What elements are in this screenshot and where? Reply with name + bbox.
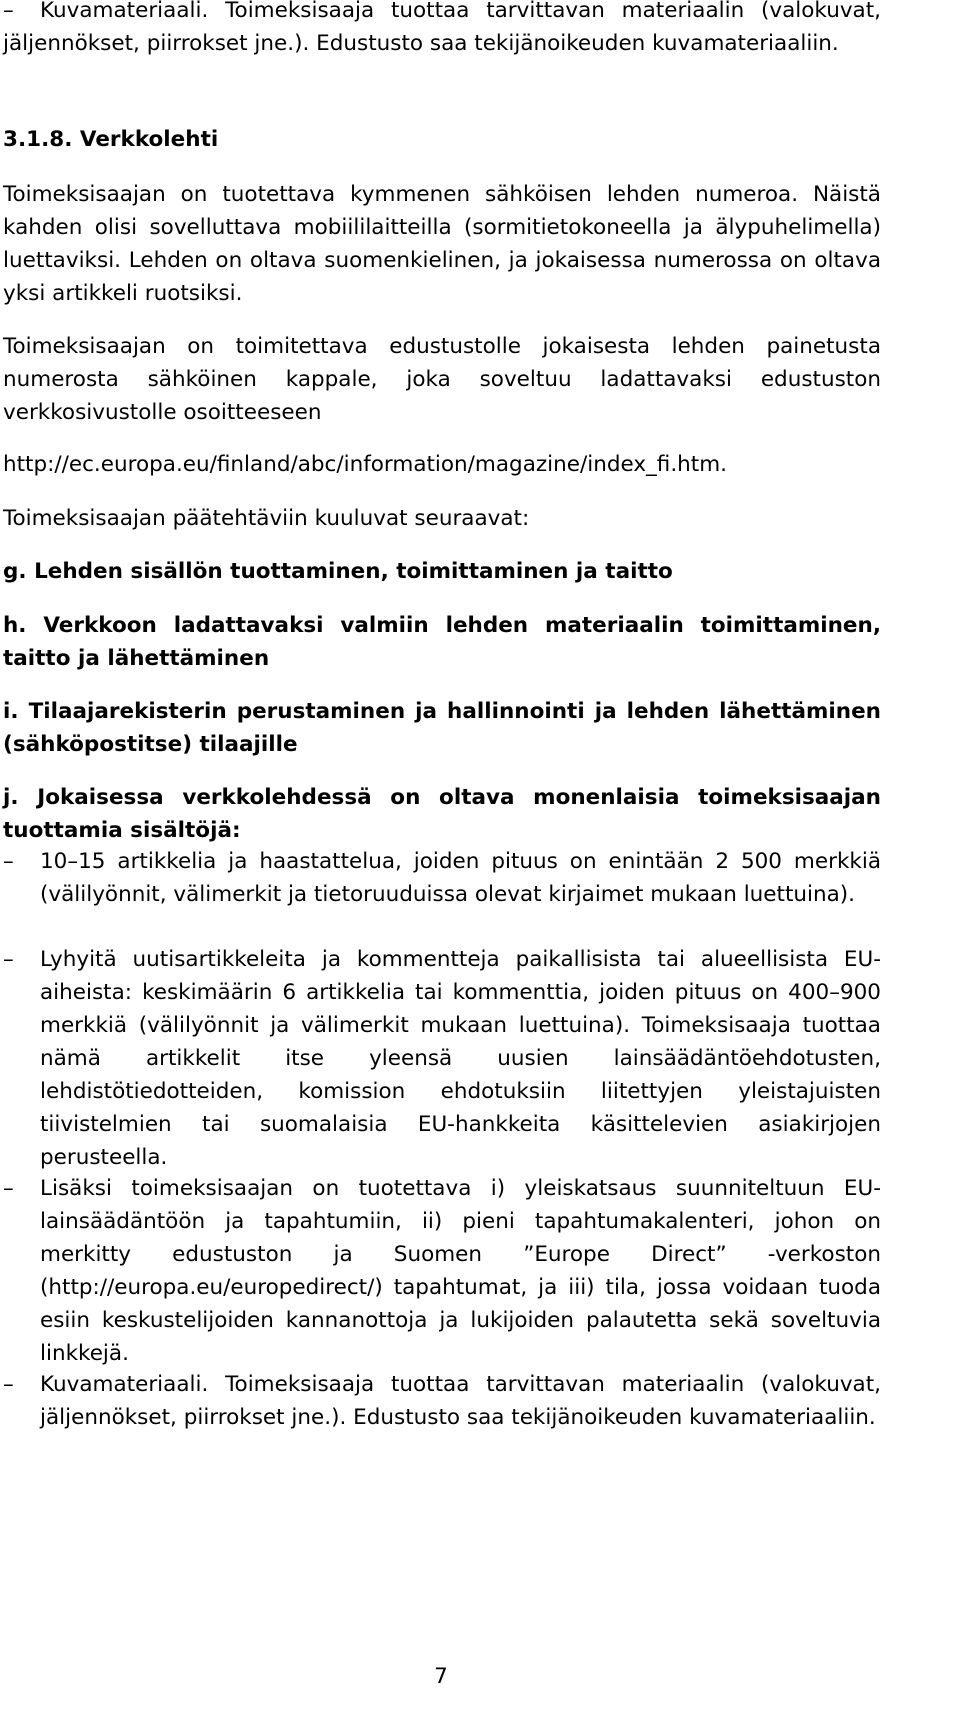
paragraph: Toimeksisaajan on tuotettava kymmenen sähköisen lehden numeroa. Näistä kahden olisi sovelluttava mobiililaitteilla (sormitietokoneella ja älypuhelimella) luettaviksi. Lehden on oltava suomenkielinen, ja jokaisessa numerossa on oltava yksi artikkeli ruotsiksi. xyxy=(3,182,881,306)
list-dash: – xyxy=(3,1176,14,1201)
duty-item-h xyxy=(3,609,881,675)
list-dash: – xyxy=(3,1372,14,1397)
list-item-text: Kuvamateriaali. Toimeksisaaja tuottaa tarvittavan materiaalin (valokuvat, jäljennökset, piirrokset jne.). Edustusto saa tekijänoikeuden kuvamateriaaliin. xyxy=(3,0,881,56)
content-item-text: Kuvamateriaali. Toimeksisaaja tuottaa tarvittavan materiaalin (valokuvat, jäljennökset, piirrokset jne.). Edustusto saa tekijänoikeuden kuvamateriaaliin. xyxy=(40,1372,881,1430)
duty-item-j xyxy=(3,781,881,847)
paragraph: Toimeksisaajan on toimitettava edustustolle jokaisesta lehden painetusta numerosta sähköinen kappale, joka soveltuu ladattavaksi edustuston verkkosivustolle osoitteeseen xyxy=(3,334,881,425)
section-heading: 3.1.8. Verkkolehti xyxy=(3,127,219,152)
magazine-url[interactable]: http://ec.europa.eu/finland/abc/information/magazine/index_fi.htm. xyxy=(3,452,728,477)
duty-label: i. xyxy=(3,699,19,724)
duty-label: g. xyxy=(3,559,27,584)
list-dash: – xyxy=(3,849,14,874)
duty-item-i xyxy=(3,695,881,761)
content-item-text: Lisäksi toimeksisaajan on tuotettava i) yleiskatsaus suunniteltuun EU-lainsäädäntöön ja tapahtumiin, ii) pieni tapahtumakalenteri, johon on merkitty edustuston ja Suomen ”Europe Direct” -verkoston (http://europa.eu/europedirect/) tapahtumat, ja iii) tila, jossa voidaan tuoda esiin keskustelijoiden kannanottoja ja lukijoiden palautetta sekä soveltuvia linkkejä. xyxy=(40,1176,881,1366)
list-dash: – xyxy=(3,947,14,972)
duty-label: j. xyxy=(3,785,19,810)
duty-text: Verkkoon ladattavaksi valmiin lehden materiaalin toimittaminen, taitto ja lähettäminen xyxy=(3,613,881,671)
list-dash: – xyxy=(3,0,14,23)
duty-text: Tilaajarekisterin perustaminen ja hallinnointi ja lehden lähettäminen (sähköpostitse) tilaajille xyxy=(3,699,881,757)
duty-label: h. xyxy=(3,613,27,638)
page-number: 7 xyxy=(434,1664,448,1689)
content-item-text: 10–15 artikkelia ja haastattelua, joiden pituus on enintään 2 500 merkkiä (välilyönnit, välimerkit ja tietoruuduissa olevat kirjaimet mukaan luettuina). xyxy=(40,849,881,907)
content-item-text: Lyhyitä uutisartikkeleita ja kommentteja paikallisista tai alueellisista EU-aiheista: keskimäärin 6 artikkelia tai kommenttia, joiden pituus on 400–900 merkkiä (välilyönnit ja välimerkit mukaan luettuina). Toimeksisaaja tuottaa nämä artikkelit itse yleensä uusien lainsäädäntöehdotusten, lehdistötiedotteiden, komission ehdotuksiin liitettyjen yleistajuisten tiivistelmien tai suomalaisia EU-hankkeita käsittelevien asiakirjojen perusteella. xyxy=(40,947,881,1170)
duty-text: Jokaisessa verkkolehdessä on oltava monenlaisia toimeksisaajan tuottamia sisältöjä: xyxy=(3,785,881,843)
duty-text: Lehden sisällön tuottaminen, toimittaminen ja taitto xyxy=(34,559,673,584)
duties-intro: Toimeksisaajan päätehtäviin kuuluvat seuraavat: xyxy=(3,506,530,531)
duty-item-g xyxy=(3,555,881,588)
